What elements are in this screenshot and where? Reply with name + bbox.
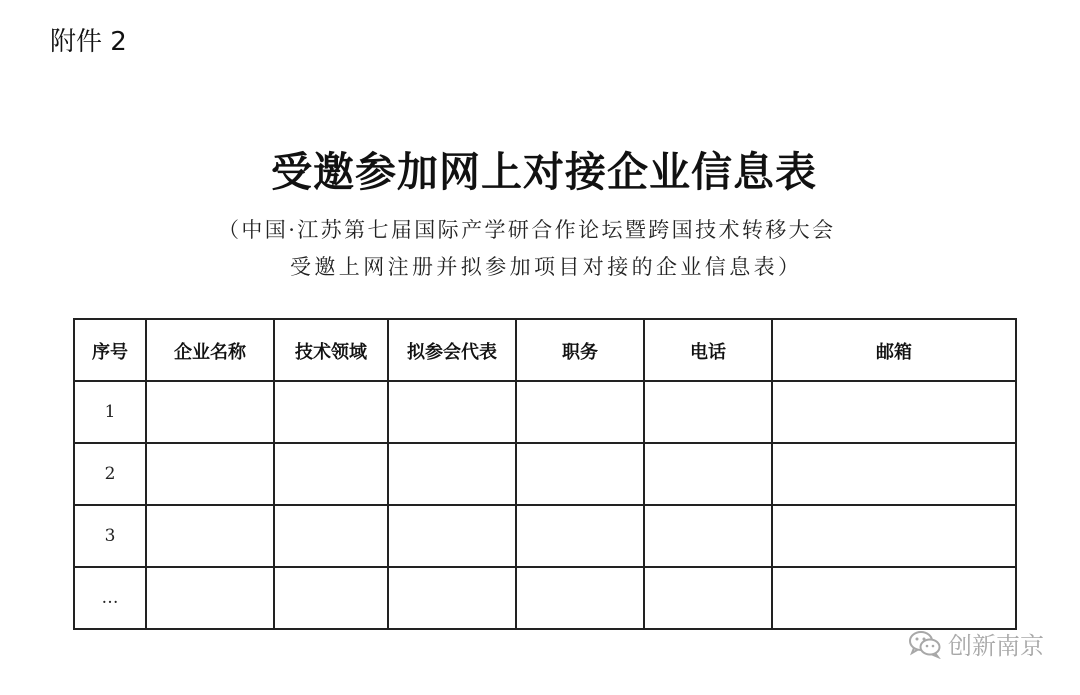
row-seq: 1 bbox=[74, 381, 146, 443]
position-cell[interactable] bbox=[516, 567, 644, 629]
phone-cell[interactable] bbox=[644, 381, 772, 443]
phone-cell[interactable] bbox=[644, 505, 772, 567]
row-seq: 3 bbox=[74, 505, 146, 567]
watermark bbox=[908, 626, 1044, 661]
company-name-cell[interactable] bbox=[146, 567, 274, 629]
header-phone: 电话 bbox=[644, 319, 772, 381]
representative-cell[interactable] bbox=[388, 567, 516, 629]
company-name-cell[interactable] bbox=[146, 381, 274, 443]
email-cell[interactable] bbox=[772, 505, 1016, 567]
position-cell[interactable] bbox=[516, 443, 644, 505]
representative-cell[interactable] bbox=[388, 443, 516, 505]
table-row bbox=[74, 381, 1016, 443]
email-cell[interactable] bbox=[772, 567, 1016, 629]
row-seq: … bbox=[74, 567, 146, 629]
table-header-row bbox=[74, 319, 1016, 381]
position-cell[interactable] bbox=[516, 505, 644, 567]
tech-field-cell[interactable] bbox=[274, 443, 388, 505]
header-position: 职务 bbox=[516, 319, 644, 381]
header-tech-field: 技术领域 bbox=[274, 319, 388, 381]
representative-cell[interactable] bbox=[388, 381, 516, 443]
header-email: 邮箱 bbox=[772, 319, 1016, 381]
header-company-name: 企业名称 bbox=[146, 319, 274, 381]
position-cell[interactable] bbox=[516, 381, 644, 443]
table-row bbox=[74, 567, 1016, 629]
wechat-icon bbox=[908, 629, 942, 659]
tech-field-cell[interactable] bbox=[274, 381, 388, 443]
email-cell[interactable] bbox=[772, 381, 1016, 443]
table-row bbox=[74, 443, 1016, 505]
phone-cell[interactable] bbox=[644, 567, 772, 629]
phone-cell[interactable] bbox=[644, 443, 772, 505]
document-title: 受邀参加网上对接企业信息表 bbox=[271, 148, 817, 196]
header-representative: 拟参会代表 bbox=[388, 319, 516, 381]
tech-field-cell[interactable] bbox=[274, 505, 388, 567]
table-row bbox=[74, 505, 1016, 567]
subtitle-line-1: （中国·江苏第七届国际产学研合作论坛暨跨国技术转移大会 bbox=[218, 218, 836, 242]
header-seq: 序号 bbox=[74, 319, 146, 381]
watermark-text: 创新南京 bbox=[948, 632, 1044, 660]
company-name-cell[interactable] bbox=[146, 505, 274, 567]
row-seq: 2 bbox=[74, 443, 146, 505]
email-cell[interactable] bbox=[772, 443, 1016, 505]
company-name-cell[interactable] bbox=[146, 443, 274, 505]
representative-cell[interactable] bbox=[388, 505, 516, 567]
enterprise-info-table bbox=[73, 318, 1017, 630]
subtitle-line-2: 受邀上网注册并拟参加项目对接的企业信息表） bbox=[290, 255, 803, 279]
tech-field-cell[interactable] bbox=[274, 567, 388, 629]
attachment-label: 附件 2 bbox=[50, 27, 127, 57]
